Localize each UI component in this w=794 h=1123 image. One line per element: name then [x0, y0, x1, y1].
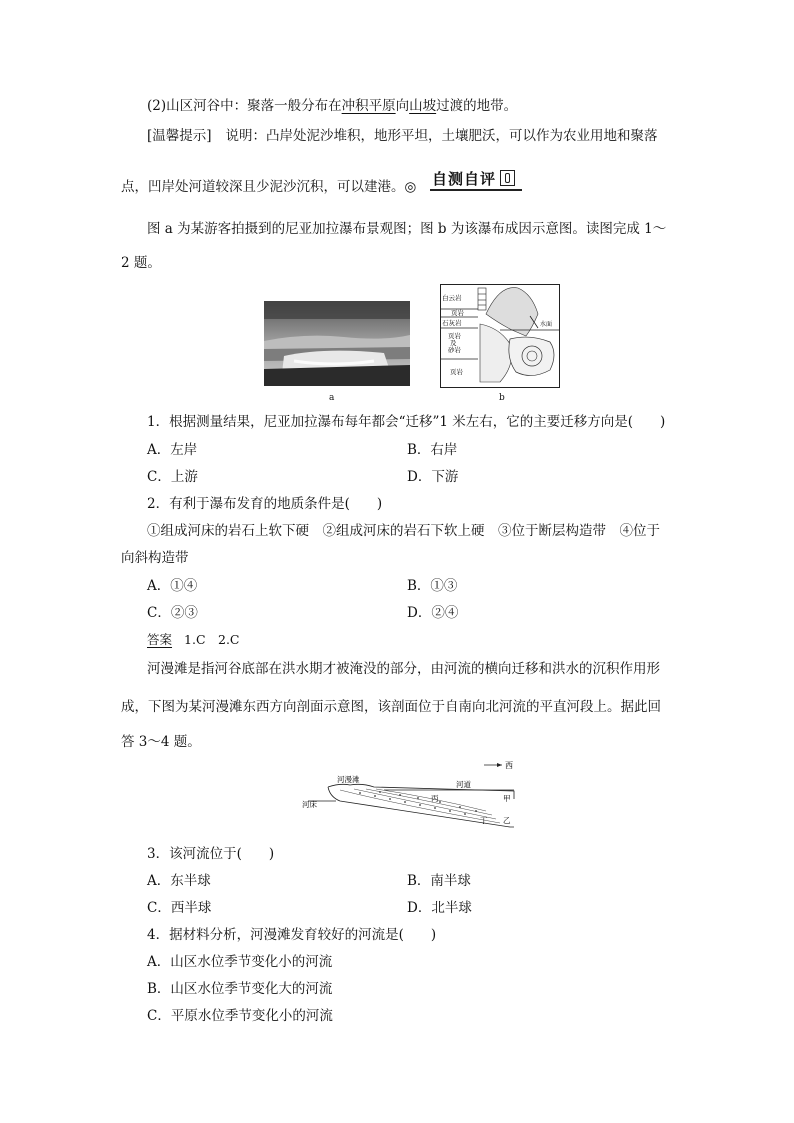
option-d: D．下游	[407, 469, 459, 485]
option-a: A．山区水位季节变化小的河流	[147, 954, 333, 970]
tip-label: [温馨提示]	[147, 128, 212, 144]
passage-text: 答 3～4 题。	[121, 734, 201, 750]
question-statements: 向斜构造带	[121, 550, 189, 566]
intro-text: (2)山区河谷中：聚落一般分布在	[147, 98, 342, 114]
passage-text: 河漫滩是指河谷底部在洪水期才被淹没的部分，由河流的横向迁移和洪水的沉积作用形	[147, 661, 660, 677]
label-ding: 丁	[480, 816, 488, 825]
intro-line	[147, 97, 517, 115]
passage-text: 图 a 为某游客拍摄到的尼亚加拉瀑布景观图；图 b 为该瀑布成因示意图。读图完成 1～	[147, 221, 667, 237]
question-stem: 1．根据测量结果，尼亚加拉瀑布每年都会“迁移”1 米左右，它的主要迁移方向是( )	[147, 414, 666, 430]
tip-line	[147, 127, 658, 145]
option-a: A．东半球	[147, 873, 211, 889]
answer-text: 1.C 2.C	[184, 632, 240, 647]
direction-west: 西	[505, 761, 513, 770]
option-b: B．南半球	[407, 873, 471, 889]
option-d: D．北半球	[407, 900, 472, 916]
option-c: C．上游	[147, 469, 198, 485]
option-c: C．平原水位季节变化小的河流	[147, 1008, 333, 1024]
option-b: B．右岸	[407, 442, 458, 458]
rock-label: 砂岩	[448, 346, 461, 354]
download-icon	[500, 170, 515, 186]
water-label: 水面	[540, 321, 553, 328]
label-riverbed: 河床	[302, 800, 317, 809]
rock-label: 页岩	[450, 368, 463, 376]
tip-text: 说明：凸岸处泥沙堆积，地形平坦，土壤肥沃，可以作为农业用地和聚落	[225, 128, 658, 144]
answer-label: 答案	[147, 632, 173, 647]
blank-answer: 山坡	[409, 98, 437, 114]
question-stem: 2．有利于瀑布发育的地质条件是( )	[147, 496, 383, 512]
figure-caption-b: b	[499, 393, 505, 403]
option-b: B．①③	[407, 578, 458, 594]
rock-label: 白云岩	[442, 294, 462, 302]
rock-label: 页岩	[448, 332, 461, 340]
option-c: C．西半球	[147, 900, 212, 916]
self-test-badge	[432, 168, 515, 189]
figure-caption-a: a	[329, 393, 335, 403]
question-statements: ①组成河床的岩石上软下硬 ②组成河床的岩石下软上硬 ③位于断层构造带 ④位于	[147, 523, 660, 539]
floodplain-diagram	[300, 757, 524, 829]
rock-label: 及	[450, 339, 457, 347]
question-stem: 4．据材料分析，河漫滩发育较好的河流是( )	[147, 927, 437, 943]
badge-text: 自测自评	[432, 170, 497, 188]
label-yi: 乙	[503, 816, 511, 825]
option-c: C．②③	[147, 605, 198, 621]
option-b: B．山区水位季节变化大的河流	[147, 981, 333, 997]
rock-label: 石灰岩	[442, 319, 462, 327]
badge-underline	[430, 189, 522, 191]
label-jia: 甲	[503, 794, 511, 803]
question-stem: 3．该河流位于( )	[147, 846, 275, 862]
label-bing: 丙	[431, 794, 439, 803]
rock-label: 页岩	[451, 309, 464, 317]
tip-text-cont: 点，凹岸处河道较深且少泥沙沉积，可以建港。◎	[121, 179, 417, 195]
answer-line	[147, 631, 240, 649]
passage-text: 成，下图为某河漫滩东西方向剖面示意图，该剖面位于自南向北河流的平直河段上。据此回	[121, 699, 661, 715]
intro-text: 过渡的地带。	[436, 98, 518, 114]
label-floodplain: 河漫滩	[337, 775, 360, 784]
passage-text: 2 题。	[121, 255, 161, 271]
waterfall-diagram	[440, 284, 560, 388]
blank-answer: 冲积平原	[341, 98, 396, 114]
option-d: D．②④	[407, 605, 459, 621]
intro-text: 向	[395, 98, 410, 114]
waterfall-photo	[264, 301, 410, 386]
label-channel: 河道	[456, 780, 471, 789]
option-a: A．左岸	[147, 442, 198, 458]
option-a: A．①④	[147, 578, 198, 594]
